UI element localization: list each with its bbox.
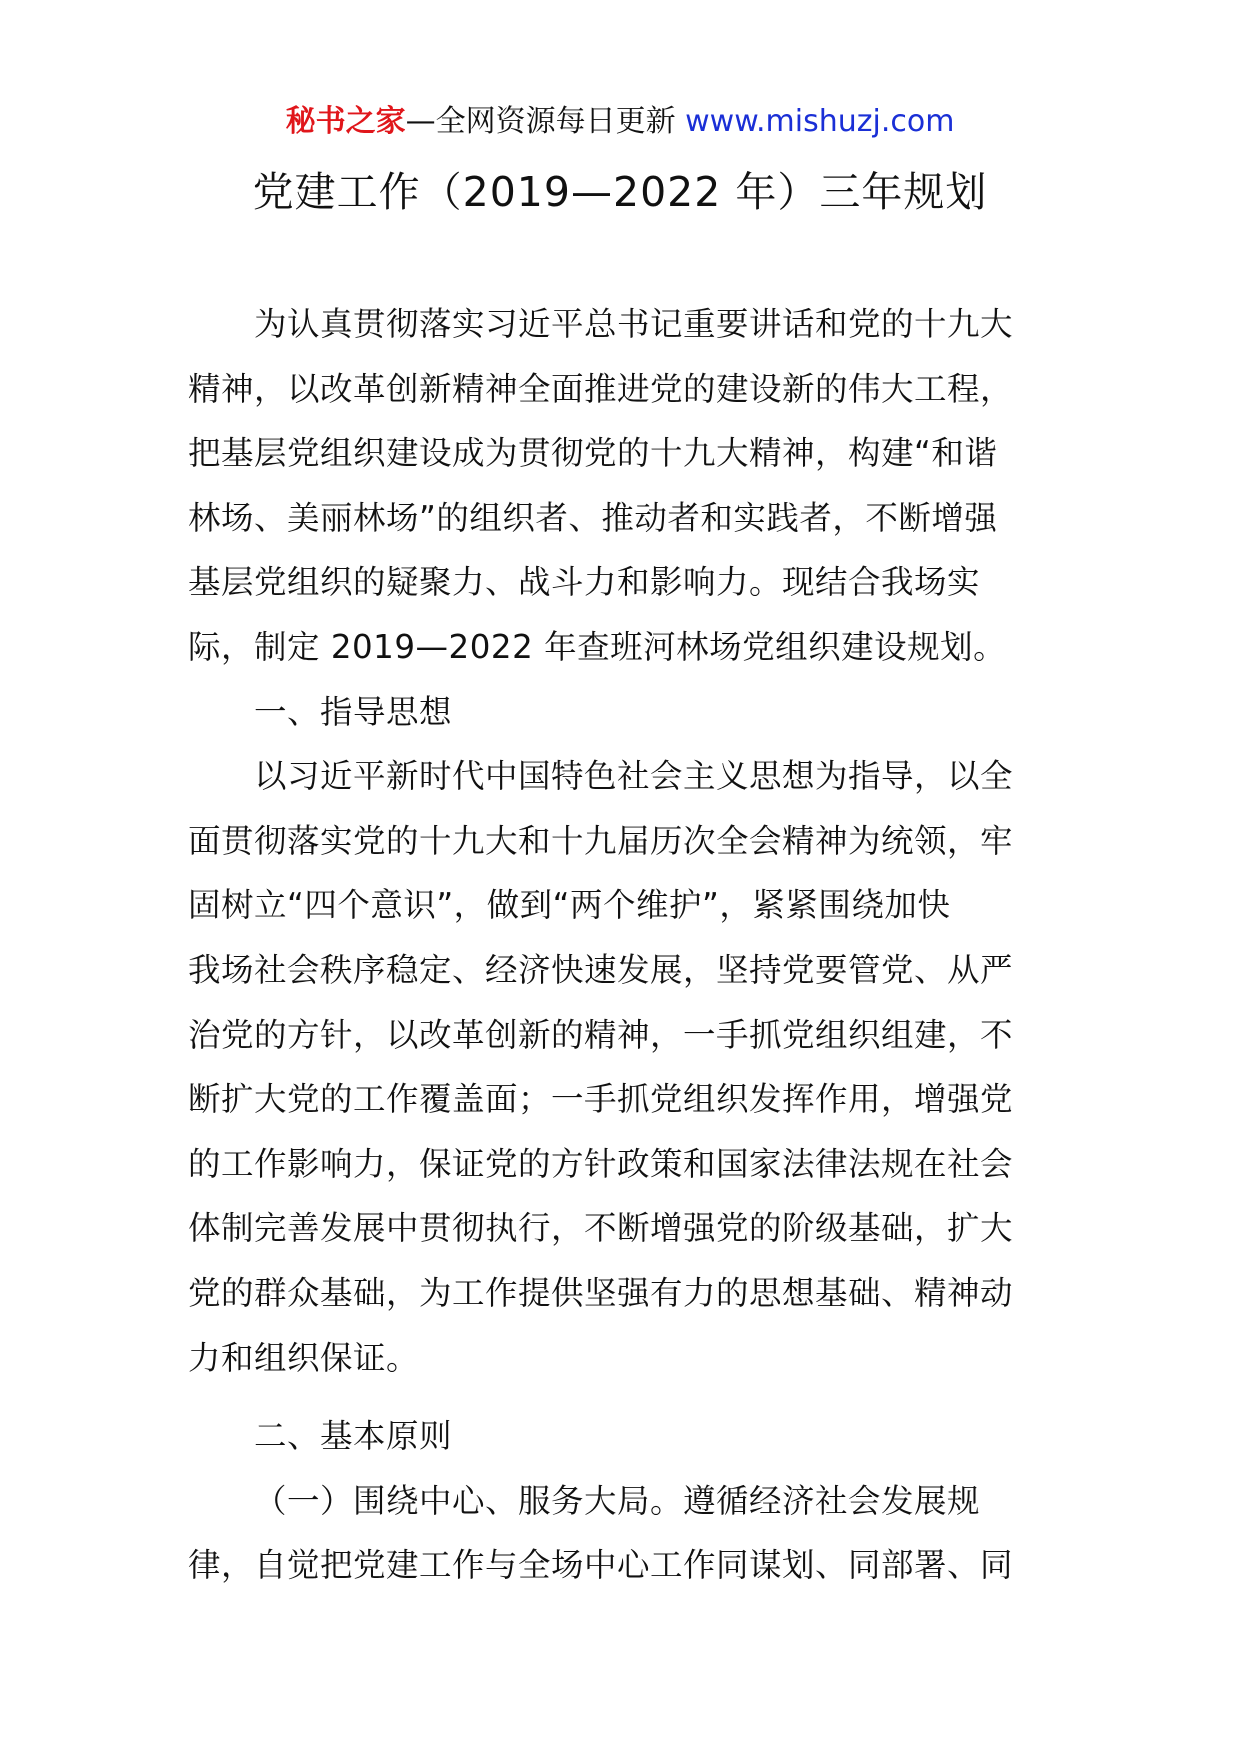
paragraph-line: 精神，以改革创新精神全面推进党的建设新的伟大工程， [188, 369, 1014, 408]
paragraph-line: 力和组织保证。 [188, 1338, 420, 1377]
header-tagline: —全网资源每日更新 [405, 104, 676, 139]
site-url-link[interactable]: www.mishuzj.com [685, 104, 955, 139]
paragraph-line: 基层党组织的疑聚力、战斗力和影响力。现结合我场实 [188, 563, 981, 602]
document-title: 党建工作（2019—2022 年）三年规划 [252, 168, 988, 216]
paragraph-line: 我场社会秩序稳定、经济快速发展，坚持党要管党、从严 [188, 950, 1014, 989]
paragraph-line: 断扩大党的工作覆盖面；一手抓党组织发挥作用，增强党 [188, 1080, 1014, 1119]
paragraph-line: 际，制定 2019—2022 年查班河林场党组织建设规划。 [188, 627, 1007, 666]
paragraph-line: 体制完善发展中贯彻执行，不断增强党的阶级基础，扩大 [188, 1209, 1014, 1248]
paragraph-line: 面贯彻落实党的十九大和十九届历次全会精神为统领，牢 [188, 821, 1014, 860]
section-heading-guiding-ideology: 一、指导思想 [254, 692, 453, 731]
paragraph-line: 固树立“四个意识”，做到“两个维护”，紧紧围绕加快 [188, 886, 951, 925]
paragraph-line: 党的群众基础，为工作提供坚强有力的思想基础、精神动 [188, 1273, 1014, 1312]
paragraph-line: 律，自觉把党建工作与全场中心工作同谋划、同部署、同 [188, 1546, 1014, 1585]
paragraph-line: 的工作影响力，保证党的方针政策和国家法律法规在社会 [188, 1144, 1014, 1183]
paragraph-line: 治党的方针，以改革创新的精神，一手抓党组织组建，不 [188, 1015, 1014, 1054]
paragraph-line: （一）围绕中心、服务大局。遵循经济社会发展规 [254, 1481, 981, 1520]
document-body [188, 292, 1058, 1598]
section-heading-basic-principles: 二、基本原则 [254, 1417, 453, 1456]
paragraph-line: 把基层党组织建设成为贯彻党的十九大精神，构建“和谐 [188, 434, 998, 473]
paragraph-line: 林场、美丽林场”的组织者、推动者和实践者，不断增强 [188, 498, 998, 537]
paragraph-line: 为认真贯彻落实习近平总书记重要讲话和党的十九大 [254, 305, 1014, 343]
site-header [0, 100, 1240, 144]
brand-name: 秘书之家 [285, 104, 406, 139]
paragraph-line: 以习近平新时代中国特色社会主义思想为指导，以全 [254, 757, 1014, 796]
